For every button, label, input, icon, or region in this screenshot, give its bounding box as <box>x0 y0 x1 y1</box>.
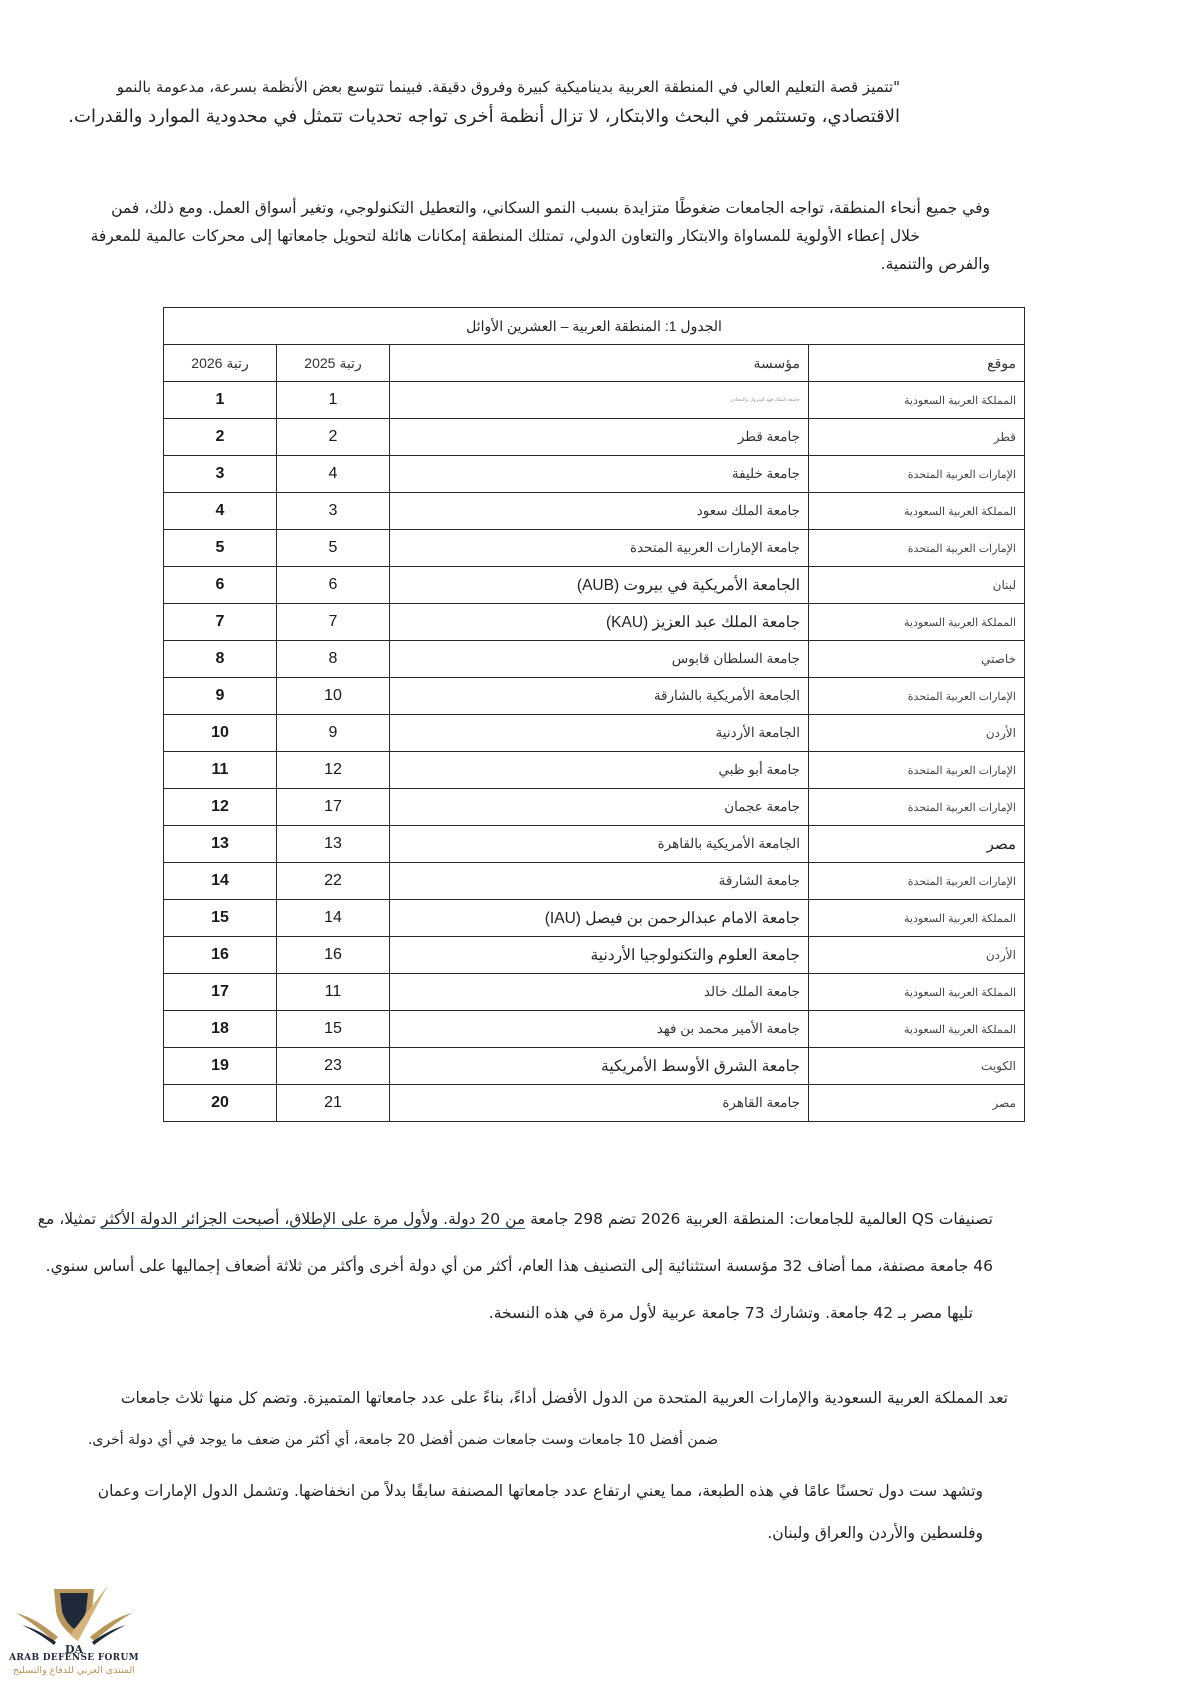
table-row <box>164 604 1025 641</box>
intro-paragraph <box>60 76 900 134</box>
table-row <box>164 789 1025 826</box>
rank-2026-cell: 5 <box>164 530 277 567</box>
table-row <box>164 1048 1025 1085</box>
rank-2026-cell: 8 <box>164 641 277 678</box>
location-cell: المملكة العربية السعودية <box>809 900 1025 937</box>
rank-2025-cell: 5 <box>277 530 390 567</box>
institution-cell <box>390 641 809 678</box>
rank-2026-cell: 3 <box>164 456 277 493</box>
table-row <box>164 1085 1025 1122</box>
rank-2026-cell: 16 <box>164 937 277 974</box>
qs-paragraph <box>37 1196 993 1337</box>
location-cell: مصر <box>809 1085 1025 1122</box>
institution-cell <box>390 493 809 530</box>
location-cell: الإمارات العربية المتحدة <box>809 752 1025 789</box>
table-row <box>164 493 1025 530</box>
rank-2025-cell: 17 <box>277 789 390 826</box>
institution-cell <box>390 1085 809 1122</box>
rank-2025-cell: 16 <box>277 937 390 974</box>
location-cell: لبنان <box>809 567 1025 604</box>
rank-2025-cell: 23 <box>277 1048 390 1085</box>
location-cell: خاصتي <box>809 641 1025 678</box>
region-line-3: والفرص والتنمية. <box>880 255 990 273</box>
table-row <box>164 419 1025 456</box>
rank-2026-cell: 7 <box>164 604 277 641</box>
institution-name: جامعة قطر <box>737 429 800 444</box>
rank-2026-cell: 2 <box>164 419 277 456</box>
table-header-row <box>164 345 1025 382</box>
rank-2025-cell: 8 <box>277 641 390 678</box>
institution-cell <box>390 863 809 900</box>
qs-line-2: 46 جامعة مصنفة، مما أضاف 32 مؤسسة استثنائية إلى التصنيف هذا العام، أكثر من أي دولة أخرى وأكثر من ثلاثة أضعاف إجماليها على أساس سنوي. <box>45 1257 993 1275</box>
institution-cell <box>390 678 809 715</box>
institution-name: الجامعة الأمريكية بالشارقة <box>653 688 800 703</box>
rank-2026-cell: 1 <box>164 382 277 419</box>
institution-name: جامعة الأمير محمد بن فهد <box>656 1021 800 1036</box>
rank-2025-cell: 22 <box>277 863 390 900</box>
institution-cell <box>390 900 809 937</box>
rank-2026-cell: 11 <box>164 752 277 789</box>
improvement-line-1: وتشهد ست دول تحسنًا عامًا في هذه الطبعة، مما يعني ارتفاع عدد جامعاتها المصنفة سابقًا بدلاً من انخفاضها. وتشمل الدول الإمارات وعمان <box>97 1482 983 1500</box>
rank-2025-cell: 10 <box>277 678 390 715</box>
institution-cell <box>390 715 809 752</box>
institution-name: جامعة الشارقة <box>718 873 800 888</box>
institution-name: جامعة العلوم والتكنولوجيا الأردنية <box>590 946 800 964</box>
rank-2026-cell: 14 <box>164 863 277 900</box>
institution-cell <box>390 1048 809 1085</box>
institution-name: جامعة السلطان قابوس <box>671 651 800 666</box>
rank-2026-cell: 19 <box>164 1048 277 1085</box>
saudi-uae-paragraph <box>58 1377 1008 1461</box>
table-title-row <box>164 308 1025 345</box>
rank-2025-cell: 6 <box>277 567 390 604</box>
institution-name: جامعة الملك سعود <box>696 503 800 518</box>
region-line-1: وفي جميع أنحاء المنطقة، تواجه الجامعات ضغوطًا متزايدة بسبب النمو السكاني، والتعطيل التكنولوجي، وتغير أسواق العمل. ومع ذلك، فمن <box>111 199 990 217</box>
rank-2025-cell: 2 <box>277 419 390 456</box>
institution-name: جامعة أبو ظبي <box>718 762 800 777</box>
institution-cell <box>390 1011 809 1048</box>
institution-cell <box>390 752 809 789</box>
rank-2026-cell: 9 <box>164 678 277 715</box>
rank-2026-cell: 15 <box>164 900 277 937</box>
header-institution: مؤسسة <box>390 345 809 382</box>
qs-line-3: تليها مصر بـ 42 جامعة. وتشارك 73 جامعة عربية لأول مرة في هذه النسخة. <box>488 1304 973 1322</box>
location-cell: الكويت <box>809 1048 1025 1085</box>
table-row <box>164 678 1025 715</box>
location-cell: الأردن <box>809 937 1025 974</box>
institution-cell <box>390 382 809 419</box>
location-cell: الإمارات العربية المتحدة <box>809 456 1025 493</box>
institution-name: جامعة الملك فهد للبترول والمعادن <box>730 397 800 403</box>
institution-cell <box>390 456 809 493</box>
location-cell: مصر <box>809 826 1025 863</box>
table-row <box>164 1011 1025 1048</box>
rank-2026-cell: 6 <box>164 567 277 604</box>
location-cell: الإمارات العربية المتحدة <box>809 789 1025 826</box>
institution-name: جامعة الملك خالد <box>703 984 800 999</box>
table-title: الجدول 1: المنطقة العربية – العشرين الأوائل <box>164 308 1025 345</box>
shield-wings-icon <box>8 1585 140 1655</box>
rank-2026-cell: 18 <box>164 1011 277 1048</box>
rank-2026-cell: 13 <box>164 826 277 863</box>
table-row <box>164 382 1025 419</box>
rank-2026-cell: 4 <box>164 493 277 530</box>
location-cell: قطر <box>809 419 1025 456</box>
region-line-2: خلال إعطاء الأولوية للمساواة والابتكار والتعاون الدولي، تمتلك المنطقة إمكانات هائلة لتحويل جامعاتها إلى محركات عالمية للمعرفة <box>90 227 920 245</box>
institution-name: الجامعة الأمريكية في بيروت (AUB) <box>576 576 800 594</box>
improvement-paragraph <box>53 1470 983 1554</box>
table-row <box>164 900 1025 937</box>
rank-2025-cell: 7 <box>277 604 390 641</box>
table-row <box>164 974 1025 1011</box>
rank-2025-cell: 15 <box>277 1011 390 1048</box>
saudi-uae-line-1: تعد المملكة العربية السعودية والإمارات العربية المتحدة من الدول الأفضل أداءً، بناءً على عدد جامعاتها المتميزة. وتضم كل منها ثلاث جامعات <box>120 1389 1008 1407</box>
institution-name: جامعة الملك عبد العزيز (KAU) <box>606 613 800 631</box>
intro-line-2: الاقتصادي، وتستثمر في البحث والابتكار، لا تزال أنظمة أخرى تواجه تحديات تتمثل في محدودية الموارد والقدرات. <box>68 106 900 127</box>
location-cell: المملكة العربية السعودية <box>809 493 1025 530</box>
table-row <box>164 530 1025 567</box>
institution-cell <box>390 937 809 974</box>
rank-2025-cell: 11 <box>277 974 390 1011</box>
table-row <box>164 641 1025 678</box>
saudi-uae-line-2: ضمن أفضل 10 جامعات وست جامعات ضمن أفضل 20 جامعة، أي أكثر من ضعف ما يوجد في أي دولة أخرى. <box>87 1432 718 1448</box>
intro-line-1: "تتميز قصة التعليم العالي في المنطقة العربية بديناميكية كبيرة وفروق دقيقة. فبينما تتوسع بعض الأنظمة بسرعة، مدعومة بالنمو <box>116 78 900 96</box>
institution-name: جامعة عجمان <box>724 799 800 814</box>
improvement-line-2: وفلسطين والأردن والعراق ولبنان. <box>767 1524 983 1542</box>
institution-cell <box>390 974 809 1011</box>
location-cell: الإمارات العربية المتحدة <box>809 863 1025 900</box>
institution-name: الجامعة الأردنية <box>715 725 800 740</box>
location-cell: المملكة العربية السعودية <box>809 1011 1025 1048</box>
table-row <box>164 826 1025 863</box>
table-row <box>164 715 1025 752</box>
institution-cell <box>390 530 809 567</box>
rank-2025-cell: 3 <box>277 493 390 530</box>
institution-name: جامعة القاهرة <box>722 1095 800 1110</box>
location-cell: الإمارات العربية المتحدة <box>809 530 1025 567</box>
institution-name: جامعة الشرق الأوسط الأمريكية <box>601 1057 800 1075</box>
rank-2025-cell: 13 <box>277 826 390 863</box>
location-cell: المملكة العربية السعودية <box>809 974 1025 1011</box>
region-paragraph <box>60 194 990 278</box>
rank-2025-cell: 14 <box>277 900 390 937</box>
institution-cell <box>390 789 809 826</box>
institution-name: جامعة الامام عبدالرحمن بن فيصل (IAU) <box>544 909 800 927</box>
rank-2025-cell: 21 <box>277 1085 390 1122</box>
logo-name-en: ARAB DEFENSE FORUM <box>9 1653 139 1663</box>
rank-2026-cell: 10 <box>164 715 277 752</box>
rank-2025-cell: 12 <box>277 752 390 789</box>
table-row <box>164 752 1025 789</box>
underlined-text: من 20 دولة. ولأول مرة على الإطلاق، أصبحت الجزائر الدولة الأكثر <box>101 1210 526 1228</box>
rank-2026-cell: 12 <box>164 789 277 826</box>
logo-monogram: DA <box>64 1643 84 1655</box>
logo-name-ar: المنتدى العربي للدفاع والتسليح <box>13 1665 135 1676</box>
table-row <box>164 456 1025 493</box>
institution-cell <box>390 604 809 641</box>
institution-cell <box>390 419 809 456</box>
table-row <box>164 863 1025 900</box>
location-cell: المملكة العربية السعودية <box>809 604 1025 641</box>
rank-2025-cell: 4 <box>277 456 390 493</box>
qs-line-1: تصنيفات QS العالمية للجامعات: المنطقة العربية 2026 تضم 298 جامعة من 20 دولة. ولأول مرة على الإطلاق، أصبحت الجزائر الدولة الأكثر تمثيلا، مع <box>37 1210 993 1228</box>
header-location: موقع <box>809 345 1025 382</box>
location-cell: المملكة العربية السعودية <box>809 382 1025 419</box>
rank-2026-cell: 17 <box>164 974 277 1011</box>
institution-name: جامعة خليفة <box>731 466 800 481</box>
rank-2025-cell: 9 <box>277 715 390 752</box>
table-row <box>164 567 1025 604</box>
location-cell: الأردن <box>809 715 1025 752</box>
institution-cell <box>390 567 809 604</box>
rank-2026-cell: 20 <box>164 1085 277 1122</box>
header-rank-2025: رتبة 2025 <box>277 345 390 382</box>
arab-defense-forum-logo <box>8 1585 140 1681</box>
rankings-table <box>163 307 1025 1122</box>
table-row <box>164 937 1025 974</box>
institution-cell <box>390 826 809 863</box>
header-rank-2026: رتبة 2026 <box>164 345 277 382</box>
institution-name: الجامعة الأمريكية بالقاهرة <box>657 836 800 851</box>
location-cell: الإمارات العربية المتحدة <box>809 678 1025 715</box>
rank-2025-cell: 1 <box>277 382 390 419</box>
institution-name: جامعة الإمارات العربية المتحدة <box>630 540 800 555</box>
